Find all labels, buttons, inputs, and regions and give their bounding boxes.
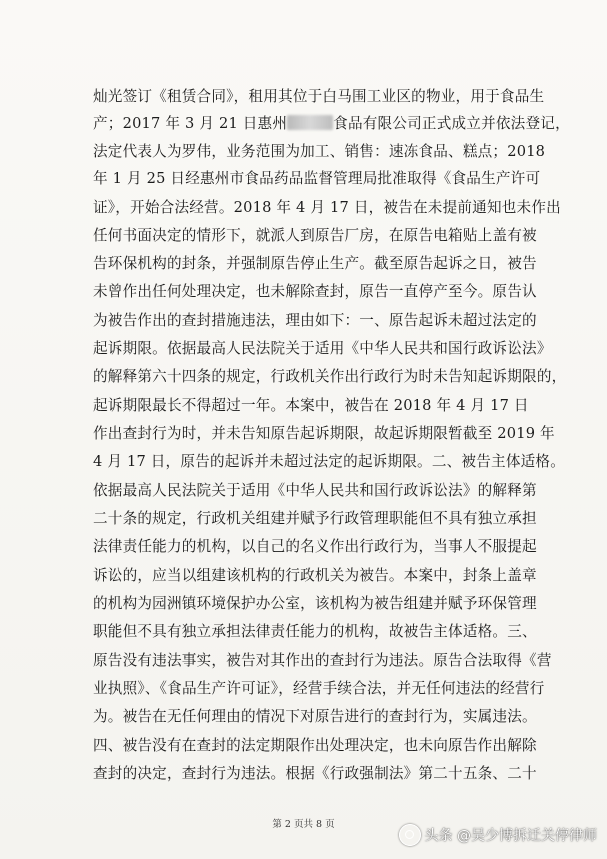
- text-line: 的解释第六十四条的规定，行政机关作出行政行为时未告知起诉期限的，: [93, 368, 567, 385]
- page-footer: 第 2 页共 8 页: [272, 819, 335, 830]
- text-line: 职能但不具有独立承担法律责任能力的机构，故被告主体适格。三、: [93, 623, 537, 640]
- text-segment: 食品有限公司正式成立并依法登记，: [333, 115, 570, 132]
- text-line: 法定代表人为罗伟，业务范围为加工、销售：速冻食品、糕点；2018: [93, 143, 546, 160]
- text-line: 法律责任能力的机构，以自己的名义作出行政行为，当事人不服提起: [93, 538, 537, 555]
- text-line: 二十条的规定，行政机关组建并赋予行政管理职能但不具有独立承担: [93, 510, 537, 527]
- text-line: 起诉期限最长不得超过一年。本案中，被告在 2018 年 4 月 17 日: [93, 397, 529, 414]
- redaction-blur: [287, 115, 333, 130]
- text-line: 为被告作出的查封措施违法，理由如下：一、原告起诉未超过法定的: [93, 312, 537, 329]
- watermark-text: 头条 @吴少博拆迁关停律师: [424, 828, 597, 844]
- text-line: [93, 114, 570, 134]
- text-line: 四、被告没有在查封的法定期限作出处理决定，也未向原告作出解除: [93, 737, 537, 754]
- toutiao-logo-icon: [399, 824, 421, 846]
- text-line: 年 1 月 25 日经惠州市食品药品监督管理局批准取得《食品生产许可: [93, 170, 541, 187]
- text-line: 的机构为园洲镇环境保护办公室，该机构为被告组建并赋予环保管理: [93, 595, 537, 612]
- text-line: 查封的决定，查封行为违法。根据《行政强制法》第二十五条、二十: [93, 765, 537, 782]
- text-line: 4 月 17 日，原告的起诉并未超过法定的起诉期限。二、被告主体适格。: [93, 453, 565, 470]
- text-line: 告环保机构的封条，并强制原告停止生产。截至原告起诉之日，被告: [93, 255, 537, 272]
- text-line: 原告没有违法事实，被告对其作出的查封行为违法。原告合法取得《营: [93, 652, 552, 669]
- text-line: 任何书面决定的情形下，就派人到原告厂房，在原告电箱贴上盖有被: [93, 227, 537, 244]
- text-line: 诉讼的，应当以组建该机构的行政机关为被告。本案中，封条上盖章: [93, 567, 537, 584]
- text-line: 灿光签订《租赁合同》，租用其位于白马围工业区的物业，用于食品生: [93, 88, 545, 105]
- text-line: 起诉期限。依据最高人民法院关于适用《中华人民共和国行政诉讼法》: [93, 340, 552, 357]
- text-line: 未曾作出任何处理决定，也未解除查封，原告一直停产至今。原告认: [93, 283, 537, 300]
- text-line: 依据最高人民法院关于适用《中华人民共和国行政诉讼法》的解释第: [93, 482, 537, 499]
- text-line: 为。被告在无任何理由的情况下对原告进行的查封行为，实属违法。: [93, 708, 537, 725]
- text-segment: 产；2017 年 3 月 21 日惠州: [93, 115, 288, 132]
- text-line: 业执照》、《食品生产许可证》，经营手续合法，并无任何违法的经营行: [93, 680, 545, 697]
- text-line: 证》，开始合法经营。2018 年 4 月 17 日，被告在未提前通知也未作出: [93, 199, 561, 216]
- watermark: [399, 824, 597, 846]
- text-line: 作出查封行为时，并未告知原告起诉期限，故起诉期限暂截至 2019 年: [93, 425, 555, 442]
